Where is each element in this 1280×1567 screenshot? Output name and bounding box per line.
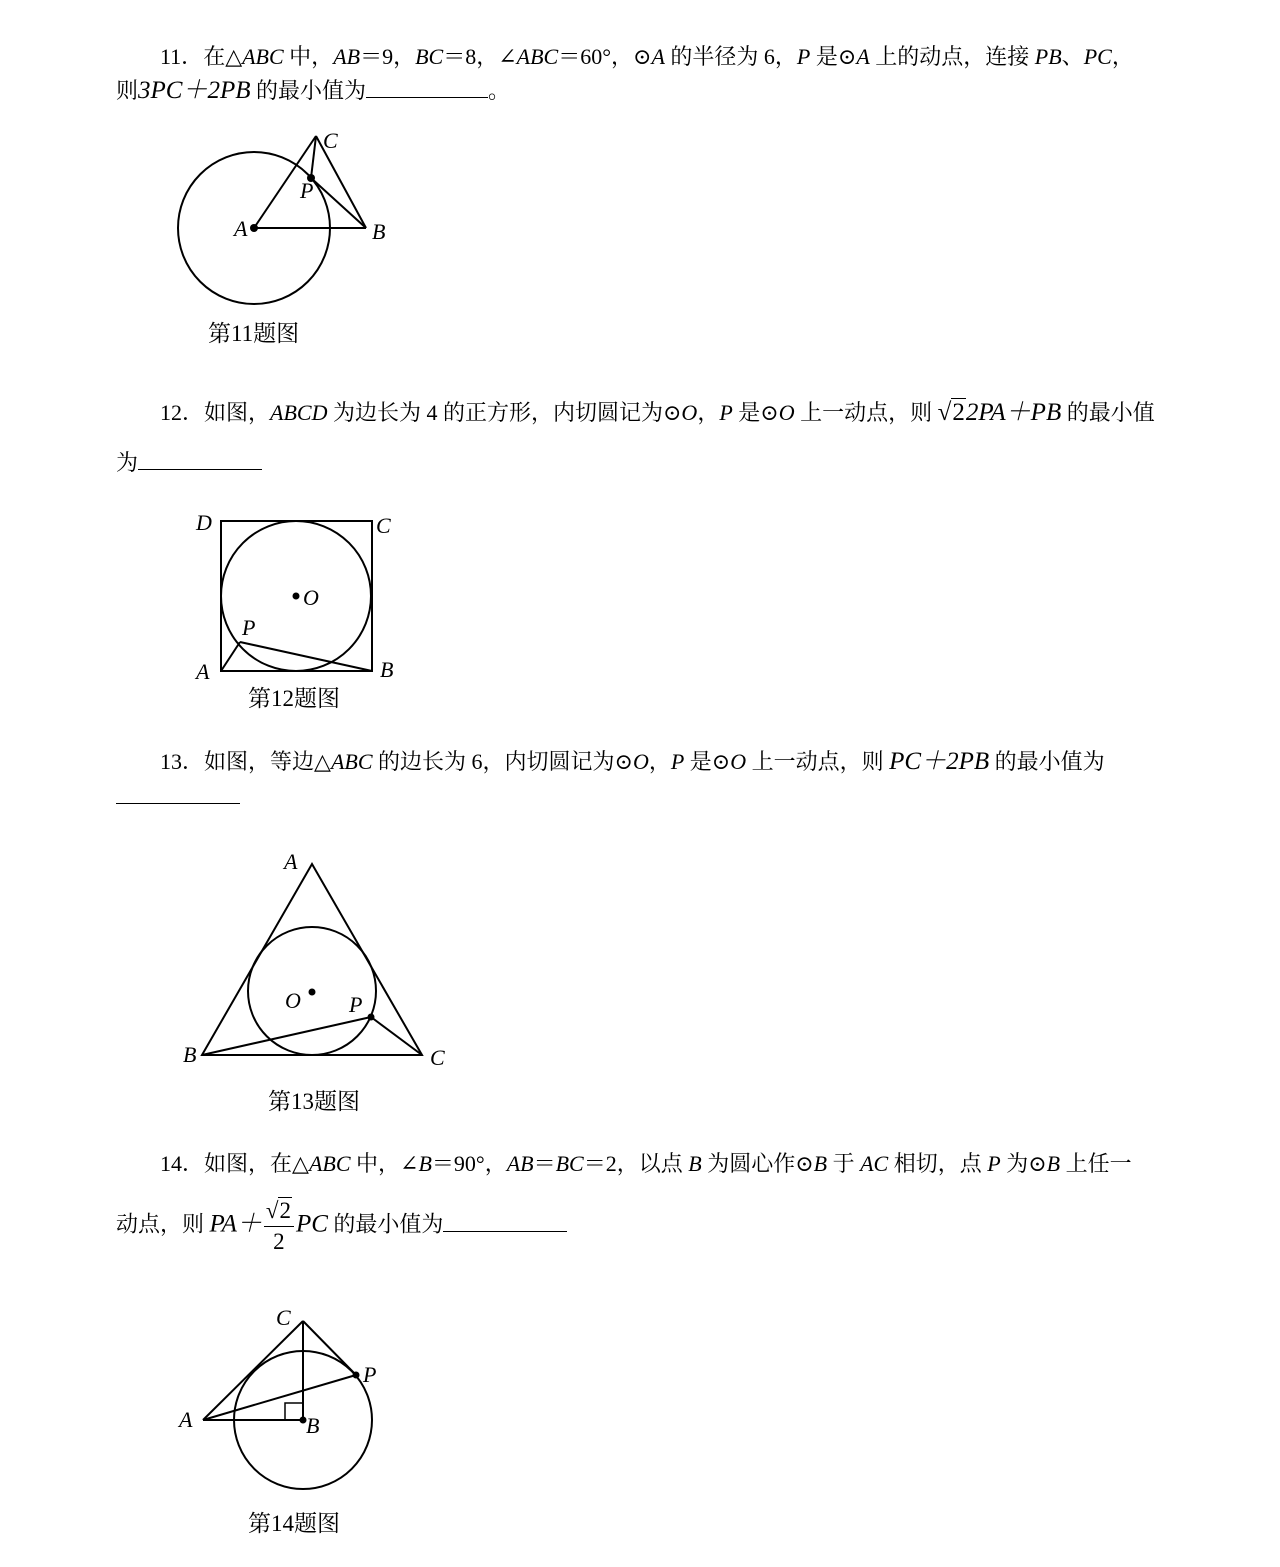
segment-pb <box>311 178 366 228</box>
caption-14: 第14题图 <box>248 1511 340 1536</box>
caption-12: 第12题图 <box>248 686 340 711</box>
label-b: B <box>183 1042 197 1067</box>
q14-line-2: 动点，则 PA＋ $\frac{√2}{2}$ PC 的最小值为 <box>116 1196 1166 1257</box>
label-c: C <box>276 1305 291 1330</box>
sqrt-2: √2 <box>937 399 965 426</box>
point-o <box>293 593 300 600</box>
q12-expression: 2PA＋PB <box>965 399 1062 426</box>
label-b: B <box>372 219 386 244</box>
label-o: O <box>285 988 301 1013</box>
right-angle-mark <box>285 1403 303 1420</box>
figure-14 <box>170 1300 430 1510</box>
label-a: A <box>179 1407 193 1432</box>
answer-blank-12[interactable] <box>138 447 262 470</box>
q12-line-1: 12．如图，ABCD 为边长为 4 的正方形，内切圆记为⊙O，P 是⊙O 上一动点，则 √22PA＋PB 的最小值 <box>160 396 1210 430</box>
label-p: P <box>300 178 314 203</box>
label-b: B <box>306 1413 320 1438</box>
segment-pa <box>221 642 240 671</box>
label-p: P <box>349 992 363 1017</box>
q14-line-1: 14．如图，在△ABC 中，∠B＝90°，AB＝BC＝2，以点 B 为圆心作⊙B 于 AC 相切，点 P 为⊙B 上任一 <box>160 1151 1132 1176</box>
figure-13 <box>175 845 475 1075</box>
label-p: P <box>242 615 256 640</box>
q11-line-1: 11．在△ABC 中，AB＝9，BC＝8，∠ABC＝60°，⊙A 的半径为 6，P 是⊙A 上的动点，连接 PB、PC， <box>160 44 1134 69</box>
q13-line-1: 13．如图，等边△ABC 的边长为 6，内切圆记为⊙O，P 是⊙O 上一动点，则 PC＋2PB 的最小值为 <box>160 748 1105 775</box>
caption-13: 第13题图 <box>268 1089 360 1114</box>
point-p <box>353 1372 360 1379</box>
label-a: A <box>234 216 248 241</box>
fraction-sqrt2-over-2: $\frac{√2}{2}$ <box>264 1196 294 1257</box>
label-c: C <box>323 128 338 153</box>
answer-blank-13[interactable] <box>116 781 240 804</box>
point-p <box>368 1014 375 1021</box>
label-a: A <box>196 659 210 684</box>
figure-12 <box>190 505 430 684</box>
answer-blank-14[interactable] <box>443 1209 567 1232</box>
caption-11: 第11题图 <box>208 321 300 346</box>
point-a <box>250 224 258 232</box>
label-c: C <box>376 513 391 538</box>
segment-pc <box>371 1017 422 1055</box>
answer-blank-11[interactable] <box>366 75 488 98</box>
q12-line-2: 为 <box>116 446 1166 480</box>
label-a: A <box>284 849 298 874</box>
q11-expression: 3PC＋2PB <box>138 77 251 104</box>
label-b: B <box>380 657 394 682</box>
label-o: O <box>303 585 319 610</box>
point-o <box>309 989 316 996</box>
q13-line-2 <box>116 780 1166 814</box>
q13-expression: PC＋2PB <box>889 748 990 775</box>
triangle-abc <box>202 864 422 1055</box>
label-p: P <box>363 1362 377 1387</box>
label-d: D <box>196 510 212 535</box>
label-c: C <box>430 1045 445 1070</box>
segment-pc <box>303 1321 356 1375</box>
q11-line-2: 则3PC＋2PB 的最小值为 。 <box>116 77 511 104</box>
figure-11 <box>160 120 420 310</box>
